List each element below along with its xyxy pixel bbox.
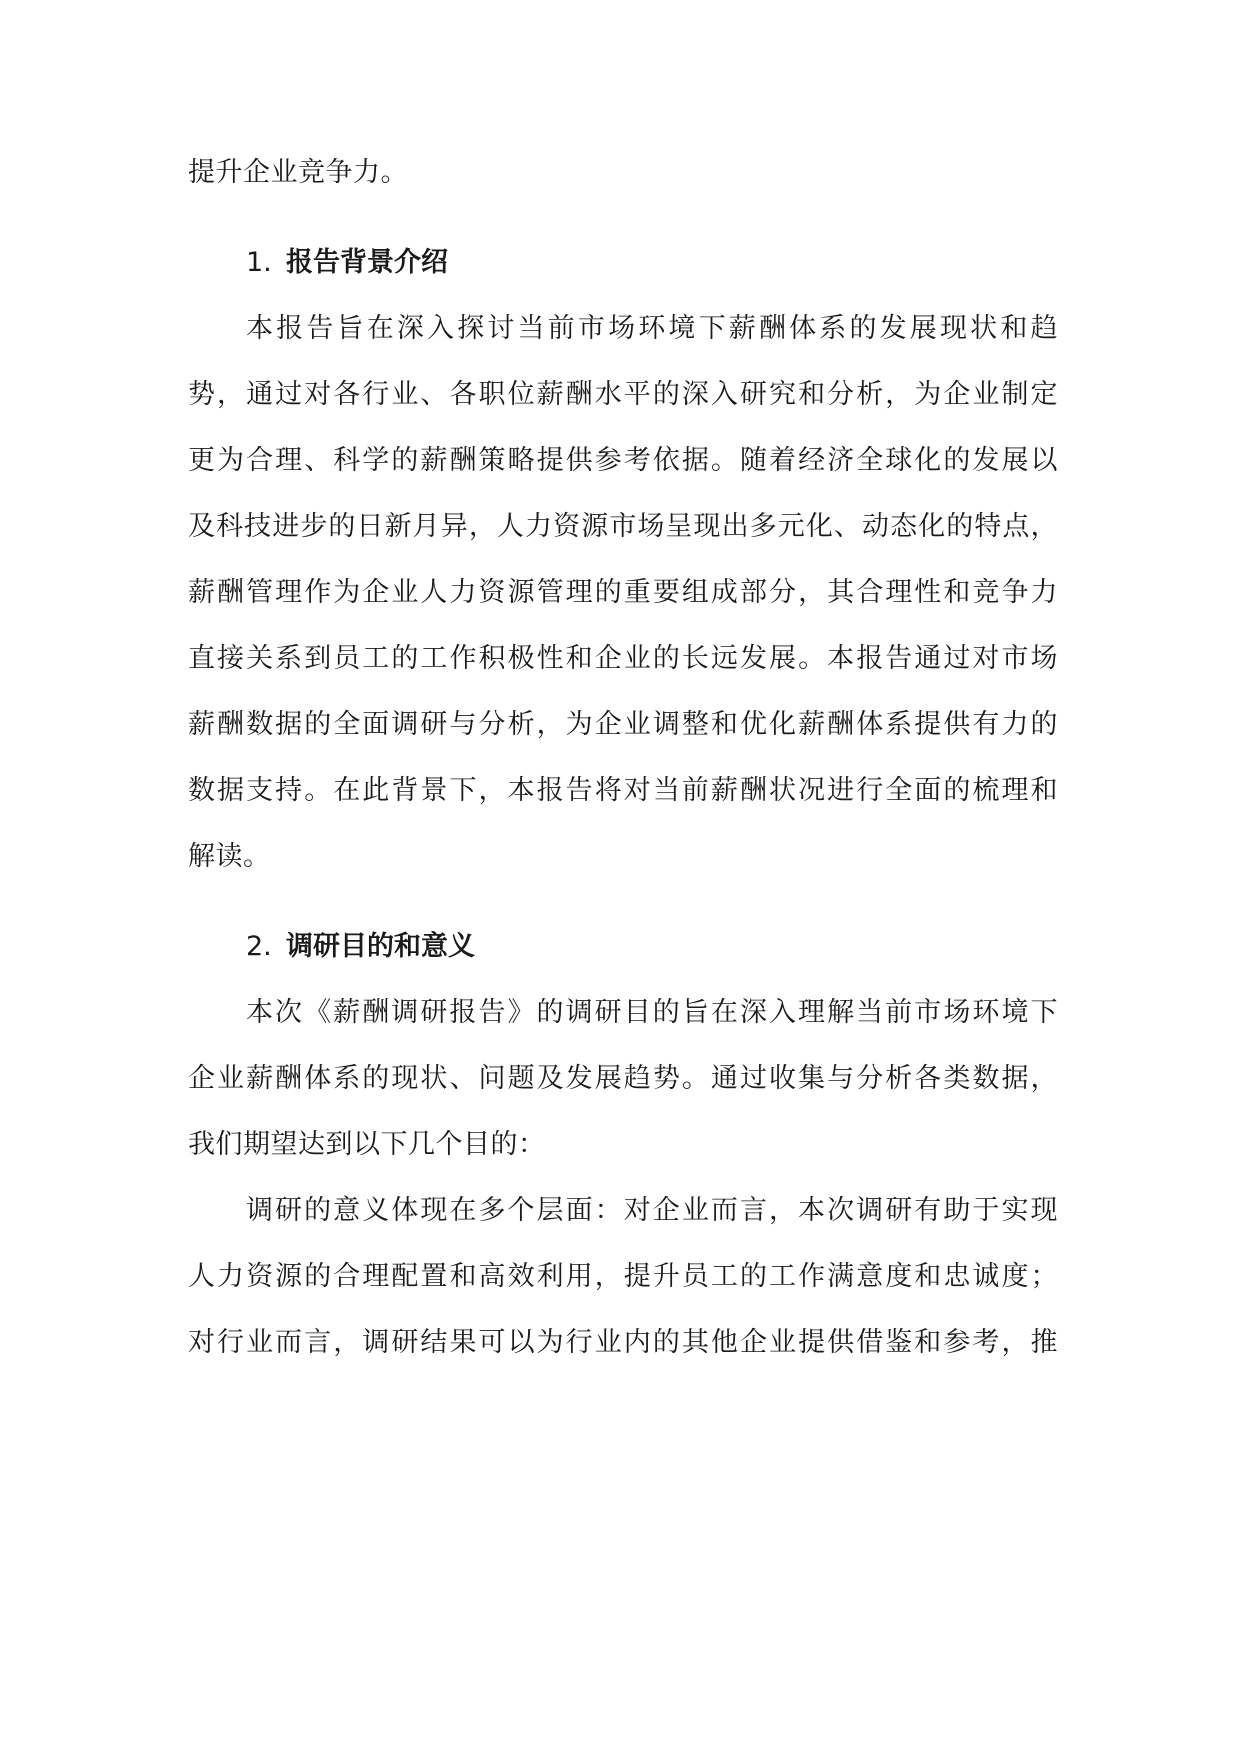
paragraph-line: 对行业而言，调研结果可以为行业内的其他企业提供借鉴和参考，推 <box>188 1327 1058 1358</box>
section-1-title: 报告背景介绍 <box>286 247 448 278</box>
paragraph-line: 薪酬数据的全面调研与分析，为企业调整和优化薪酬体系提供有力的 <box>188 709 1058 740</box>
section-2-paragraph-1 <box>188 980 1058 1178</box>
paragraph-line: 及科技进步的日新月异，人力资源市场呈现出多元化、动态化的特点， <box>188 511 1058 542</box>
section-1-number: 1. <box>246 247 272 278</box>
paragraph-line: 本报告旨在深入探讨当前市场环境下薪酬体系的发展现状和趋 <box>246 313 1058 344</box>
intro-line: 提升企业竞争力。 <box>188 157 408 188</box>
paragraph-line: 薪酬管理作为企业人力资源管理的重要组成部分，其合理性和竞争力 <box>188 577 1058 608</box>
spacer <box>188 206 1058 230</box>
paragraph-line: 数据支持。在此背景下，本报告将对当前薪酬状况进行全面的梳理和 <box>188 775 1058 806</box>
section-2-heading <box>188 914 1058 980</box>
paragraph-line: 人力资源的合理配置和高效利用，提升员工的工作满意度和忠诚度； <box>188 1261 1058 1292</box>
document-page <box>188 140 1058 1376</box>
section-1-paragraph <box>188 296 1058 890</box>
paragraph-line: 直接关系到员工的工作积极性和企业的长远发展。本报告通过对市场 <box>188 643 1058 674</box>
paragraph-line: 解读。 <box>188 841 271 872</box>
paragraph-line: 本次《薪酬调研报告》的调研目的旨在深入理解当前市场环境下 <box>246 997 1058 1028</box>
spacer <box>188 890 1058 914</box>
section-2-number: 2. <box>246 931 272 962</box>
paragraph-line: 企业薪酬体系的现状、问题及发展趋势。通过收集与分析各类数据， <box>188 1063 1058 1094</box>
section-1-heading <box>188 230 1058 296</box>
paragraph-line: 更为合理、科学的薪酬策略提供参考依据。随着经济全球化的发展以 <box>188 445 1058 476</box>
section-2-paragraph-2 <box>188 1178 1058 1376</box>
section-2-title: 调研目的和意义 <box>286 931 475 962</box>
paragraph-line: 我们期望达到以下几个目的： <box>188 1129 546 1160</box>
paragraph-line: 调研的意义体现在多个层面：对企业而言，本次调研有助于实现 <box>246 1195 1058 1226</box>
paragraph-line: 势，通过对各行业、各职位薪酬水平的深入研究和分析，为企业制定 <box>188 379 1058 410</box>
